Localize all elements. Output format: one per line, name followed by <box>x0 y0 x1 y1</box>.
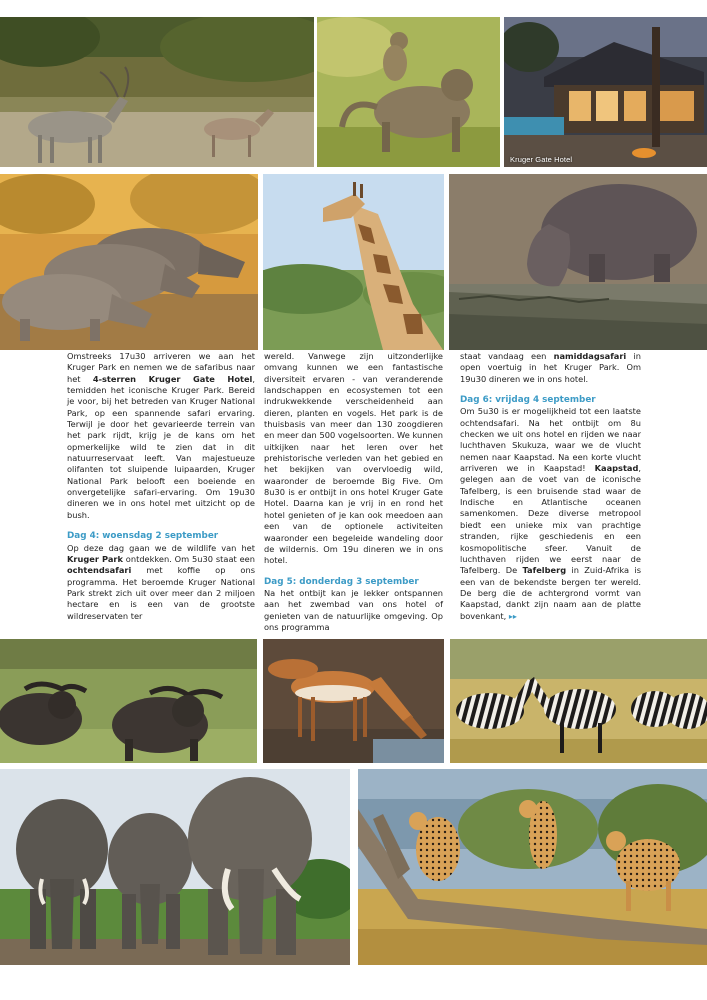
cheetah-photo <box>358 769 707 965</box>
kudu-antelope-photo <box>0 17 314 167</box>
continue-arrow-icon: ▸▸ <box>508 611 517 621</box>
impala-photo <box>263 639 444 763</box>
giraffe-photo <box>263 174 444 350</box>
zebra-photo <box>450 639 707 763</box>
day6-heading: Dag 6: vrijdag 4 september <box>460 395 596 406</box>
day5-heading: Dag 5: donderdag 3 september <box>264 576 419 587</box>
buffalo-photo <box>0 639 257 763</box>
lodge-photo <box>504 17 707 167</box>
elephant-photo <box>0 769 350 965</box>
article-column-2 <box>264 351 443 633</box>
baboon-photo <box>317 17 500 167</box>
article-column-3 <box>460 351 641 622</box>
photo-caption: Kruger Gate Hotel <box>510 155 573 164</box>
intro-paragraph: Omstreeks 17u30 arriveren we aan het Kruger Park en nemen we de safaribus naar het 4-sterren Kruger Gate Hotel, temidden het iconische Kruger Park. Bereid je voor, bij het betreden van Kruger National Park, op een spannende safari ervaring. Terwijl je door het gevarieerde terrein van het park rijdt, krijg je de kans om het opmerkelijke wild te zien dat in dit natuurreservaat leeft. Van majestueuze olifanten tot sluipende luipaarden, Kruger National Park belooft een boeiende en onvergetelijke safari-ervaring. Om 19u30 dineren we in ons hotel met uitzicht op de bush. <box>67 351 255 520</box>
day4-paragraph: Op deze dag gaan we de wildlife van het Kruger Park ontdekken. Om 5u30 staat een ochtendsafari met koffie op ons programma. Het beroemde Kruger National Park strekt zich uit over meer dan 2 miljoen hectare en is een van de grootste wildreservaten ter <box>67 542 255 621</box>
day4-heading: Dag 4: woensdag 2 september <box>67 531 219 542</box>
day5-paragraph: Na het ontbijt kan je lekker ontspannen aan het zwembad van ons hotel of genieten van de natuurlijke omgeving. Op ons programma <box>264 587 443 632</box>
hippo-crocodile-photo <box>449 174 707 350</box>
day5-continued-paragraph: staat vandaag een namiddagsafari in open voertuig in het Kruger Park. Om 19u30 dineren we in ons hotel. <box>460 351 641 384</box>
article-column-1 <box>67 351 255 622</box>
day6-paragraph: Om 5u30 is er mogelijkheid tot een laatste ochtendsafari. Na het ontbijt om 8u checken we uit ons hotel en rijden we naar luchthaven Skukuza, waar we de vlucht nemen naar Kaapstad. Na een korte vlucht arriveren we in Kaapstad! Kaapstad, gelegen aan de voet van de iconische Tafelberg, is een bruisende stad waar de Indische en Atlantische oceanen samenkomen. Deze diverse metropool biedt een unieke mix van prachtige stranden, rijke geschiedenis en een kosmopolitische sfeer. Vanuit de luchthaven rijden we eerst naar de Tafelberg. De Tafelberg in Zuid-Afrika is een van de bekendste bergen ter wereld. De berg die de achtergrond vormt van Kaapstad, dankt zijn naam aan de platte bovenkant, ▸▸ <box>460 406 642 621</box>
day4-continued-paragraph: wereld. Vanwege zijn uitzonderlijke omvang kunnen we een fantastische diversiteit ervaren - van veranderende landschappen en ecosystemen tot een indrukwekkende verscheidenheid aan dieren, planten en vogels. Het park is de thuisbasis van meer dan 130 zoogdieren en meer dan 500 vogelsoorten. We kunnen uitkijken naar het leren over het prehistorische verleden van het gebied en het bekijken van overvloedig wild, waaronder de beroemde Big Five. Om 8u30 is er ontbijt in ons hotel Kruger Gate Hotel. Daarna kan je vrij in en rond het hotel genieten of je kan ook meedoen aan een van de optionele activiteiten waaronder een begeleide wandeling door de wildernis. Om 19u dineren we in ons hotel. <box>264 351 443 566</box>
rhino-photo <box>0 174 258 350</box>
